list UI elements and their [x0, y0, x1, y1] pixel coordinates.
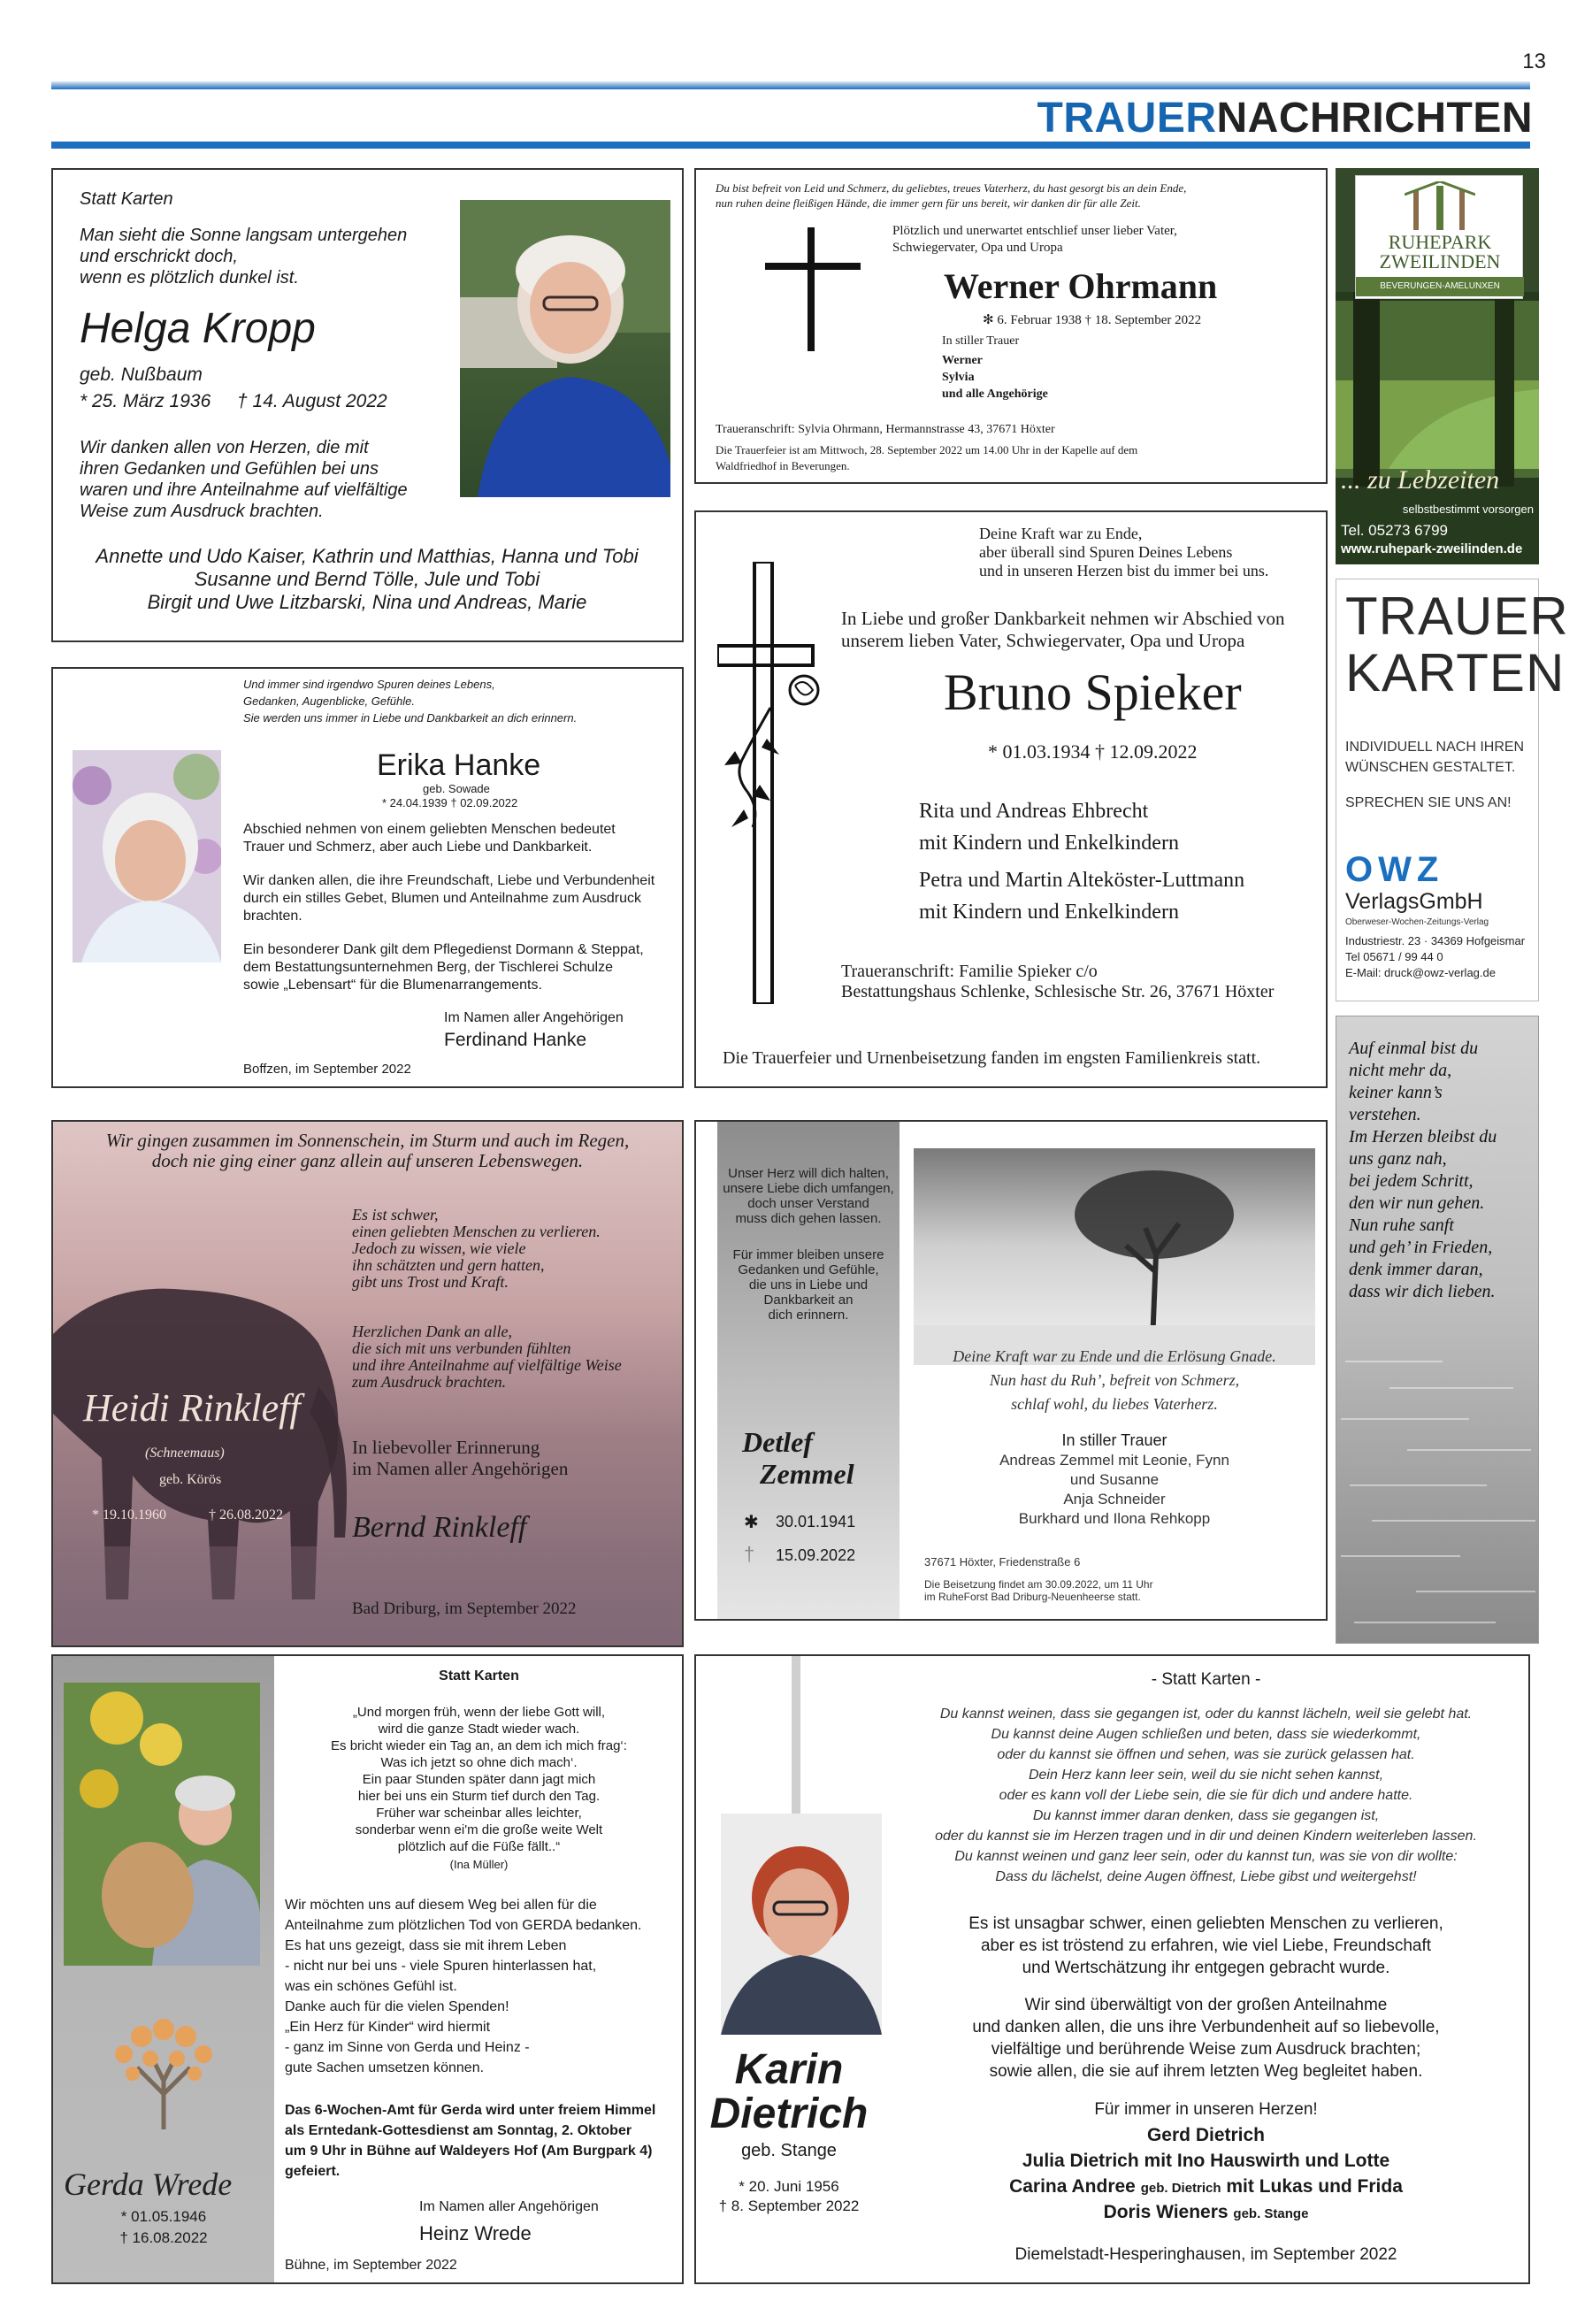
hanke-signature: Ferdinand Hanke	[444, 1030, 587, 1050]
page-number: 13	[1522, 50, 1546, 73]
wrede-signature: Heinz Wrede	[419, 2222, 532, 2244]
notice-karin-dietrich	[694, 1654, 1530, 2284]
kropp-thanks: Wir danken allen von Herzen, die mit ihren Gedanken und Gefühlen bei uns waren und ihre Anteilnahme auf vielfältige Weise zum Ausdruck brachten.	[80, 438, 408, 521]
rinkleff-p3: In liebevoller Erinnerung im Namen aller Angehörigen	[352, 1437, 569, 1479]
notice-detlef-zemmel	[694, 1120, 1328, 1621]
zemmel-service: Die Beisetzung findet am 30.09.2022, um 11 Uhr im RuheForst Bad Driburg-Neuenheerse statt.	[924, 1578, 1153, 1603]
ruhepark-slogan2: selbstbestimmt vorsorgen	[1402, 502, 1534, 516]
zemmel-mourners: Andreas Zemmel mit Leonie, Fynn und Susanne Anja Schneider Burkhard und Ilona Rehkopp	[999, 1452, 1229, 1527]
hanke-p2: Wir danken allen, die ihre Freundschaft, Liebe und Verbundenheit durch ein stilles Gebet, Blumen und Anteilnahme zum Ausdruck brachten.	[243, 873, 655, 924]
wrede-poem-author: (Ina Müller)	[449, 1858, 509, 1871]
dietrich-name2: Dietrich	[709, 2090, 869, 2137]
header-rule-top	[51, 81, 1530, 89]
zemmel-address: 37671 Höxter, Friedenstraße 6	[924, 1555, 1081, 1569]
notice-werner-ohrmann	[694, 168, 1328, 484]
notice-gerda-wrede	[51, 1654, 684, 2284]
kropp-portrait-graphic	[460, 200, 670, 497]
ruhepark-logo	[1355, 175, 1523, 299]
zemmel-death-icon: †	[744, 1543, 755, 1565]
hanke-maiden: geb. Sowade	[423, 782, 490, 795]
kropp-name: Helga Kropp	[80, 305, 316, 352]
hanke-p3: Ein besonderer Dank gilt dem Pflegedienst Dormann & Steppat, dem Bestattungsunternehmen Berg, der Tischlerei Schulze sowie „Lebensart“ für die Blumenarrangements.	[243, 942, 644, 993]
dietrich-mourner-3-rest: mit Lukas und Frida	[1221, 2176, 1403, 2197]
zemmel-name1: Detlef	[742, 1426, 813, 1458]
spieker-intro: In Liebe und großer Dankbarkeit nehmen wir Abschied von unserem lieben Vater, Schwiegervater, Opa und Uropa	[841, 608, 1285, 651]
ohrmann-quote: Du bist befreit von Leid und Schmerz, du geliebtes, treues Vaterherz, du hast gesorgt bis an dein Ende, nun ruhen deine fleißigen Hände, die immer gern für uns bereit, wir danken dir für alle Zeit.	[716, 181, 1187, 210]
hanke-place: Boffzen, im September 2022	[243, 1062, 411, 1077]
owz-company-sub: Oberweser-Wochen-Zeitungs-Verlag	[1345, 917, 1489, 927]
ohrmann-intro: Plötzlich und unerwartet entschlief unser lieber Vater, Schwiegervater, Opa und Uropa	[892, 224, 1177, 255]
dietrich-poem: Du kannst weinen, dass sie gegangen ist, oder du kannst lächeln, weil sie gelebt hat. Du kannst deine Augen schließen und beten, dass sie wiederkommt, oder du kannst sie öffnen und sehen, was sie zurück gelassen hat. Dein Herz kann leer sein, weil du sie nicht sehen kannst, oder es kann voll der Liebe sein, die sie für dich und andere hatte. Du kannst immer daran denken, dass sie gegangen ist, oder du kannst sie im Herzen tragen und in dir und deinen Kindern weiterleben lassen. Du kannst weinen und ganz leer sein, oder du kannst tun, was sie von dir wollte: Dass du lächelst, deine Augen öffnest, Liebe gibst und weitergehst!	[935, 1707, 1477, 1884]
wrede-place: Bühne, im September 2022	[285, 2258, 457, 2273]
spieker-address: Traueranschrift: Familie Spieker c/o Bestattungshaus Schlenke, Schlesische Str. 26, 37671 Höxter	[841, 962, 1275, 1001]
tree-graphic	[914, 1148, 1315, 1365]
rinkleff-place: Bad Driburg, im September 2022	[352, 1599, 577, 1618]
dietrich-mourner-4-maiden: geb. Stange	[1233, 2206, 1309, 2221]
notice-heidi-rinkleff	[51, 1120, 684, 1647]
dietrich-mourner-2: Julia Dietrich mit Ino Hauswirth und Lotte	[1022, 2151, 1390, 2171]
hanke-dates: * 24.04.1939 † 02.09.2022	[382, 796, 518, 809]
wrede-name: Gerda Wrede	[64, 2167, 233, 2202]
owz-company: VerlagsGmbH	[1345, 889, 1483, 914]
zemmel-death: 15.09.2022	[776, 1546, 856, 1564]
owz-address: Industriestr. 23 · 34369 Hofgeismar Tel 05671 / 99 44 0 E-Mail: druck@owz-verlag.de	[1345, 934, 1526, 979]
rinkleff-death: † 26.08.2022	[209, 1507, 283, 1522]
rinkleff-birth: * 19.10.1960	[92, 1507, 166, 1522]
ohrmann-service: Die Trauerfeier ist am Mittwoch, 28. September 2022 um 14.00 Uhr in der Kapelle auf dem Waldfriedhof in Beverungen.	[716, 443, 1138, 472]
rinkleff-name: Heidi Rinkleff	[83, 1386, 301, 1430]
spieker-name: Bruno Spieker	[944, 663, 1242, 721]
kropp-portrait	[460, 200, 670, 497]
rinkleff-signature: Bernd Rinkleff	[352, 1511, 527, 1544]
spieker-family1: Rita und Andreas Ehbrecht mit Kindern und Enkelkindern	[919, 800, 1179, 855]
cross-with-rose-icon	[717, 562, 838, 1004]
rinkleff-maiden: geb. Körös	[159, 1472, 222, 1487]
zemmel-name2: Zemmel	[760, 1458, 854, 1490]
kropp-family: Annette und Udo Kaiser, Kathrin und Matthias, Hanna und Tobi Susanne und Bernd Tölle, Jule und Tobi Birgit und Uwe Litzbarski, Nina und Andreas, Marie	[96, 545, 639, 613]
zemmel-p2: Für immer bleiben unsere Gedanken und Gefühle, die uns in Liebe und Dankbarkeit an dich erinnern.	[732, 1247, 884, 1323]
zemmel-quote: Deine Kraft war zu Ende und die Erlösung Gnade. Nun hast du Ruh’, befreit von Schmerz, schlaf wohl, du liebes Vaterherz.	[953, 1347, 1276, 1413]
dietrich-mourner-4	[882, 2202, 1530, 2223]
dietrich-mourner-3-maiden: geb. Dietrich	[1140, 2181, 1221, 2196]
trauerkarten-title: TRAUER KARTEN	[1345, 587, 1569, 702]
zemmel-tree-image	[914, 1148, 1315, 1365]
dietrich-p1: Es ist unsagbar schwer, einen geliebten Menschen zu verlieren, aber es ist tröstend zu erfahren, wie viel Liebe, Freundschaft und Wertschätzung ihr entgegen gebracht wurde.	[968, 1914, 1443, 1977]
kropp-death: † 14. August 2022	[237, 391, 387, 411]
ruhepark-name: RUHEPARK ZWEILINDEN	[1379, 231, 1501, 272]
wrede-service: Das 6-Wochen-Amt für Gerda wird unter freiem Himmel als Erntedank-Gottesdienst am Sonntag, 2. Oktober um 9 Uhr in Bühne auf Waldeyers Hof (Am Burgpark 4) gefeiert.	[285, 2103, 656, 2179]
poem-text: Auf einmal bist du nicht mehr da, keiner kann’s verstehen. Im Herzen bleibst du uns ganz nah, bei jedem Schritt, den wir nun gehen. Nun ruhe sanft und geh’ in Frieden, denk immer daran, dass wir dich lieben.	[1349, 1039, 1497, 1301]
dietrich-p2: Wir sind überwältigt von der großen Anteilnahme und danken allen, die uns ihre Verbundenheit auf so liebevolle, vielfältige und berührende Weise zum Ausdruck brachten; sowie allen, die sie auf ihrem letzten Weg begleitet haben.	[972, 1996, 1440, 2081]
rinkleff-p2: Herzlichen Dank an alle, die sich mit uns verbunden fühlten und ihre Anteilnahme auf vielfältige Weise zum Ausdruck brachten.	[352, 1323, 622, 1391]
notice-helga-kropp	[51, 168, 684, 642]
wrede-death: † 16.08.2022	[119, 2229, 208, 2246]
zemmel-mourn-label: In stiller Trauer	[1061, 1431, 1167, 1449]
dietrich-portrait-graphic	[721, 1814, 882, 2035]
notice-bruno-spieker	[694, 510, 1328, 1088]
dietrich-statt-karten: - Statt Karten -	[1151, 1670, 1261, 1689]
page-title-part2: NACHRICHTEN	[1216, 95, 1533, 142]
owz-logo: OWZ	[1345, 850, 1444, 889]
wrede-portrait	[64, 1683, 260, 1966]
ad-trauerkarten	[1336, 579, 1569, 1001]
dietrich-portrait	[721, 1814, 882, 2035]
poem-panel	[1336, 1016, 1539, 1644]
kropp-poem: Man sieht die Sonne langsam untergehen und erschrickt doch, wenn es plötzlich dunkel ist.	[80, 226, 408, 288]
zemmel-birth-icon: ✱	[744, 1513, 759, 1532]
hanke-p1: Abschied nehmen von einem geliebten Menschen bedeutet Trauer und Schmerz, aber auch Liebe und Dankbarkeit.	[243, 822, 616, 855]
dietrich-mourner-1: Gerd Dietrich	[1146, 2125, 1266, 2145]
ruhepark-phone: Tel. 05273 6799	[1341, 522, 1448, 539]
kropp-statt-karten: Statt Karten	[80, 189, 173, 209]
ohrmann-mourn-label: In stiller Trauer	[942, 334, 1020, 348]
dietrich-accent-bar	[792, 1656, 800, 1820]
page-title	[1037, 94, 1533, 142]
dietrich-birth: * 20. Juni 1956	[739, 2178, 839, 2195]
ruhepark-slogan: ... zu Lebzeiten	[1341, 465, 1500, 495]
wrede-sig-label: Im Namen aller Angehörigen	[419, 2199, 599, 2214]
dietrich-forever: Für immer in unseren Herzen!	[1094, 2100, 1318, 2119]
hanke-name: Erika Hanke	[377, 748, 541, 782]
ruhepark-web[interactable]: www.ruhepark-zweilinden.de	[1341, 541, 1523, 556]
page-title-part1: TRAUER	[1037, 95, 1217, 142]
zemmel-p1: Unser Herz will dich halten, unsere Liebe dich umfangen, doch unser Verstand muss dich gehen lassen.	[723, 1166, 894, 1226]
wrede-birth: * 01.05.1946	[120, 2208, 207, 2225]
trauerkarten-contact: SPRECHEN SIE UNS AN!	[1345, 795, 1512, 810]
ohrmann-name: Werner Ohrmann	[944, 266, 1218, 306]
spieker-service: Die Trauerfeier und Urnenbeisetzung fanden im engsten Familienkreis statt.	[723, 1048, 1261, 1068]
trauerkarten-sub: INDIVIDUELL NACH IHREN WÜNSCHEN GESTALTET.	[1345, 740, 1525, 775]
ohrmann-address: Traueranschrift: Sylvia Ohrmann, Hermannstrasse 43, 37671 Höxter	[716, 423, 1055, 436]
rinkleff-quote: Wir gingen zusammen im Sonnenschein, im Sturm und auch im Regen, doch nie ging einer ganz allein auf unseren Lebenswegen.	[105, 1130, 630, 1171]
wrede-statt-karten: Statt Karten	[439, 1668, 519, 1684]
spieker-family2: Petra und Martin Alteköster-Luttmann mit Kindern und Enkelkindern	[919, 869, 1245, 924]
dietrich-maiden: geb. Stange	[741, 2141, 837, 2160]
hanke-portrait-graphic	[73, 750, 221, 963]
dietrich-place: Diemelstadt-Hesperinghausen, im September 2022	[1014, 2245, 1397, 2264]
wrede-thanks: Wir möchten uns auf diesem Weg bei allen für die Anteilnahme zum plötzlichen Tod von GERDA bedanken. Es hat uns gezeigt, dass sie mit ihrem Leben - nicht nur bei uns - viele Spuren hinterlassen hat, was ein schönes Gefühl ist. Danke auch für die vielen Spenden! „Ein Herz für Kinder“ wird hiermit - ganz im Sinne von Gerda und Heinz - gute Sachen umsetzen können.	[285, 1898, 642, 2075]
hanke-sig-label: Im Namen aller Angehörigen	[444, 1010, 624, 1025]
ohrmann-dates: ✻ 6. Februar 1938 † 18. September 2022	[983, 313, 1202, 327]
notice-erika-hanke	[51, 667, 684, 1088]
ruhepark-logo-icon	[1405, 181, 1475, 230]
dietrich-death: † 8. September 2022	[718, 2197, 860, 2214]
dietrich-mourner-3-name: Carina Andree	[1009, 2176, 1141, 2197]
spieker-dates: * 01.03.1934 † 12.09.2022	[988, 740, 1198, 763]
cross-icon	[765, 227, 861, 351]
ohrmann-mourners: Werner Sylvia und alle Angehörige	[942, 354, 1048, 401]
rinkleff-nickname: (Schneemaus)	[145, 1446, 225, 1461]
spieker-quote: Deine Kraft war zu Ende, aber überall sind Spuren Deines Lebens und in unseren Herzen bist du immer bei uns.	[979, 525, 1269, 579]
rinkleff-p1: Es ist schwer, einen geliebten Menschen zu verlieren. Jedoch zu wissen, wie viele ihn schätzten und gern hatten, gibt uns Trost und Kraft.	[352, 1206, 601, 1291]
hanke-quote: Und immer sind irgendwo Spuren deines Lebens, Gedanken, Augenblicke, Gefühle. Sie werden uns immer in Liebe und Dankbarkeit an dich erinnern.	[243, 678, 578, 725]
dietrich-name1: Karin	[734, 2046, 844, 2093]
header-rule-bottom	[51, 142, 1530, 149]
hanke-portrait	[73, 750, 221, 963]
dietrich-mourner-3	[882, 2176, 1530, 2197]
tree-of-life-icon	[88, 2010, 239, 2134]
ad-ruhepark-zweilinden	[1336, 168, 1539, 564]
water-graphic	[1336, 1335, 1539, 1644]
zemmel-birth: 30.01.1941	[776, 1513, 856, 1530]
ruhepark-places: BEVERUNGEN-AMELUNXEN	[1356, 277, 1524, 296]
wrede-portrait-graphic	[64, 1683, 260, 1966]
kropp-maiden: geb. Nußbaum	[80, 364, 203, 385]
kropp-birth: * 25. März 1936	[80, 391, 211, 411]
dietrich-mourner-4-name: Doris Wieners	[1103, 2202, 1234, 2222]
wrede-poem: „Und morgen früh, wenn der liebe Gott will, wird die ganze Stadt wieder wach. Es bricht wieder ein Tag an, an dem ich mich frag‘: Was ich jetzt so ohne dich mach‘. Ein paar Stunden später dann jagt mich hier bei uns ein Sturm tief durch den Tag. Früher war scheinbar alles leichter, sonderbar wenn ei'm die große weite Welt plötzlich auf die Füße fällt..“	[331, 1705, 627, 1854]
